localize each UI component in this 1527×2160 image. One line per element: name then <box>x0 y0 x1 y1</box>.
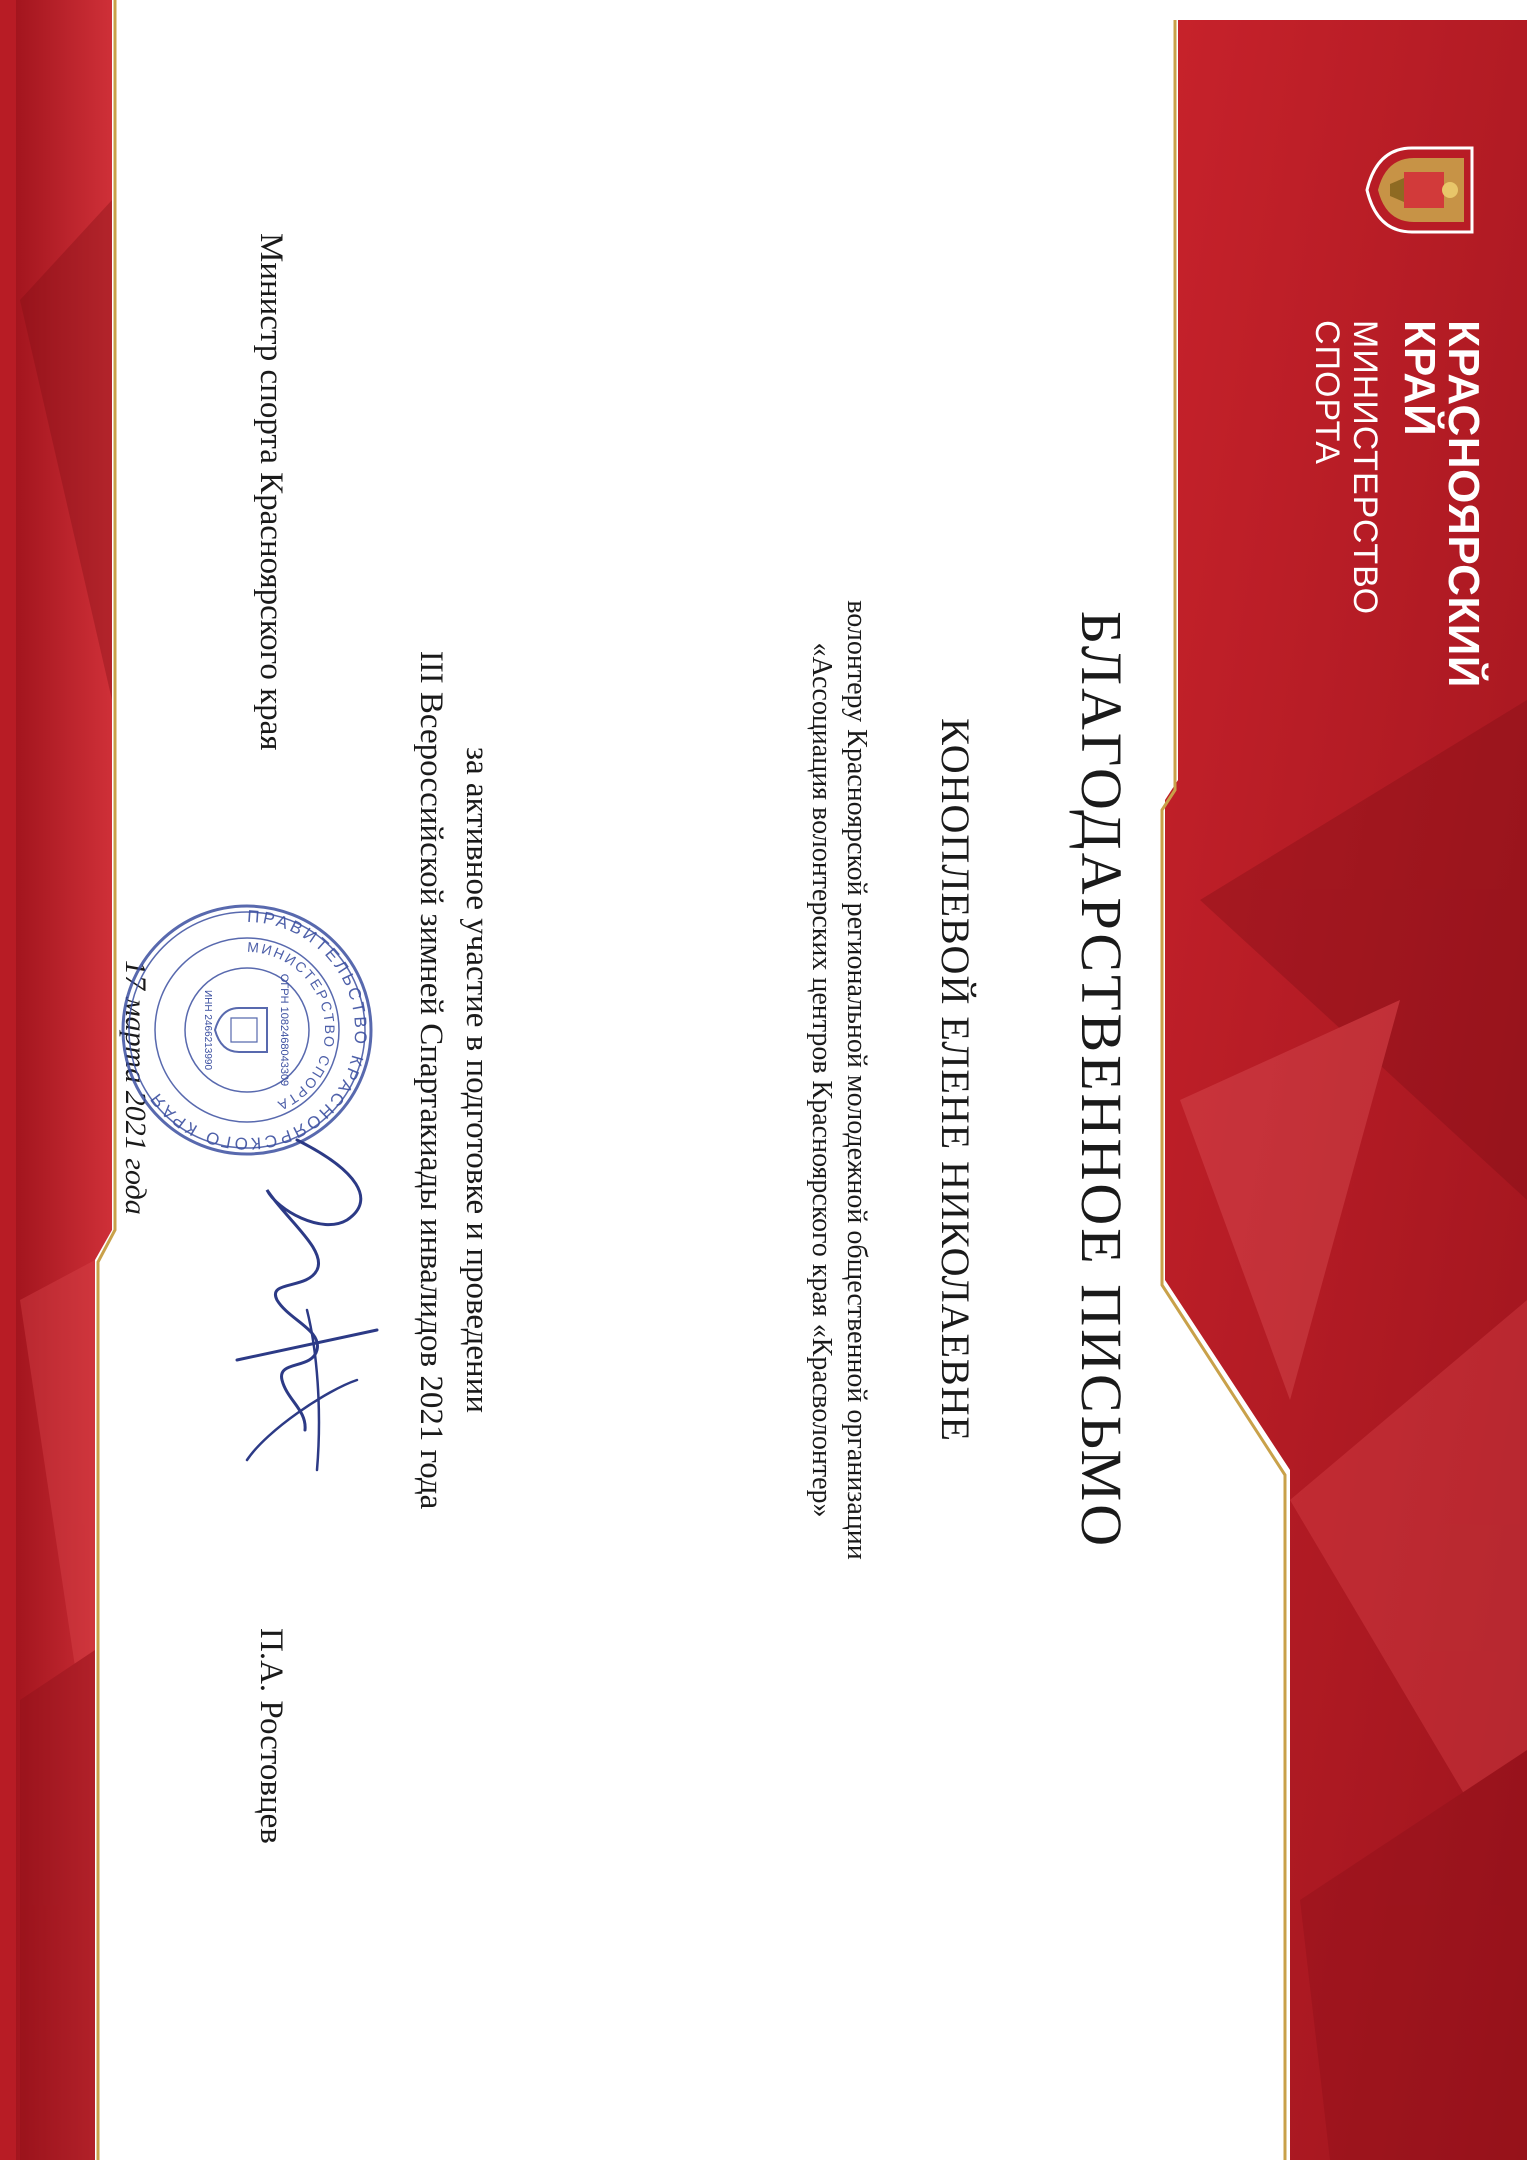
stamp-inn: ИНН 2466213990 <box>202 989 213 1071</box>
stamp-ogrn: ОГРН 1082468043309 <box>278 973 290 1087</box>
letter-date: 17 марта 2021 года <box>119 960 152 1215</box>
official-stamp <box>117 900 377 1160</box>
stamp-inner-text: МИНИСТЕРСТВО СПОРТА <box>246 938 339 1115</box>
reason-line2: III Всероссийской зимней Спартакиады инвалидов 2021 года <box>413 650 449 1510</box>
signer-position: Министр спорта Красноярского края <box>253 233 289 751</box>
letter-title: БЛАГОДАРСТВЕННОЕ ПИСЬМО <box>1069 610 1134 1550</box>
recipient-affiliation-line2: «Ассоциация волонтерских центров Красноярского края «Красволонтер» <box>806 642 837 1518</box>
brand-ministry-line2: СПОРТА <box>1308 320 1346 465</box>
ministry-brand <box>1292 140 1492 688</box>
coat-of-arms-icon <box>1362 140 1482 240</box>
svg-text:МИНИСТЕРСТВО СПОРТА <box>247 939 338 1115</box>
signer-name: П.А. Ростовцев <box>253 1628 289 1844</box>
recipient-name: КОНОПЛЕВОЙ ЕЛЕНЕ НИКОЛАЕВНЕ <box>933 718 978 1442</box>
recipient-affiliation-line1: волонтеру Красноярской региональной молодежной общественной организации <box>841 600 872 1560</box>
stamp-emblem-icon <box>215 1008 267 1052</box>
handwritten-signature <box>217 1130 417 1490</box>
brand-ministry-line1: МИНИСТЕРСТВО <box>1346 320 1384 616</box>
brand-region-line2: КРАЙ <box>1395 320 1444 436</box>
reason-line1: за активное участие в подготовке и проведении <box>459 746 495 1414</box>
brand-region-line1: КРАСНОЯРСКИЙ <box>1439 320 1488 688</box>
stamp-outer-text: ПРАВИТЕЛЬСТВО КРАСНОЯРСКОГО КРАЯ <box>145 906 371 1154</box>
